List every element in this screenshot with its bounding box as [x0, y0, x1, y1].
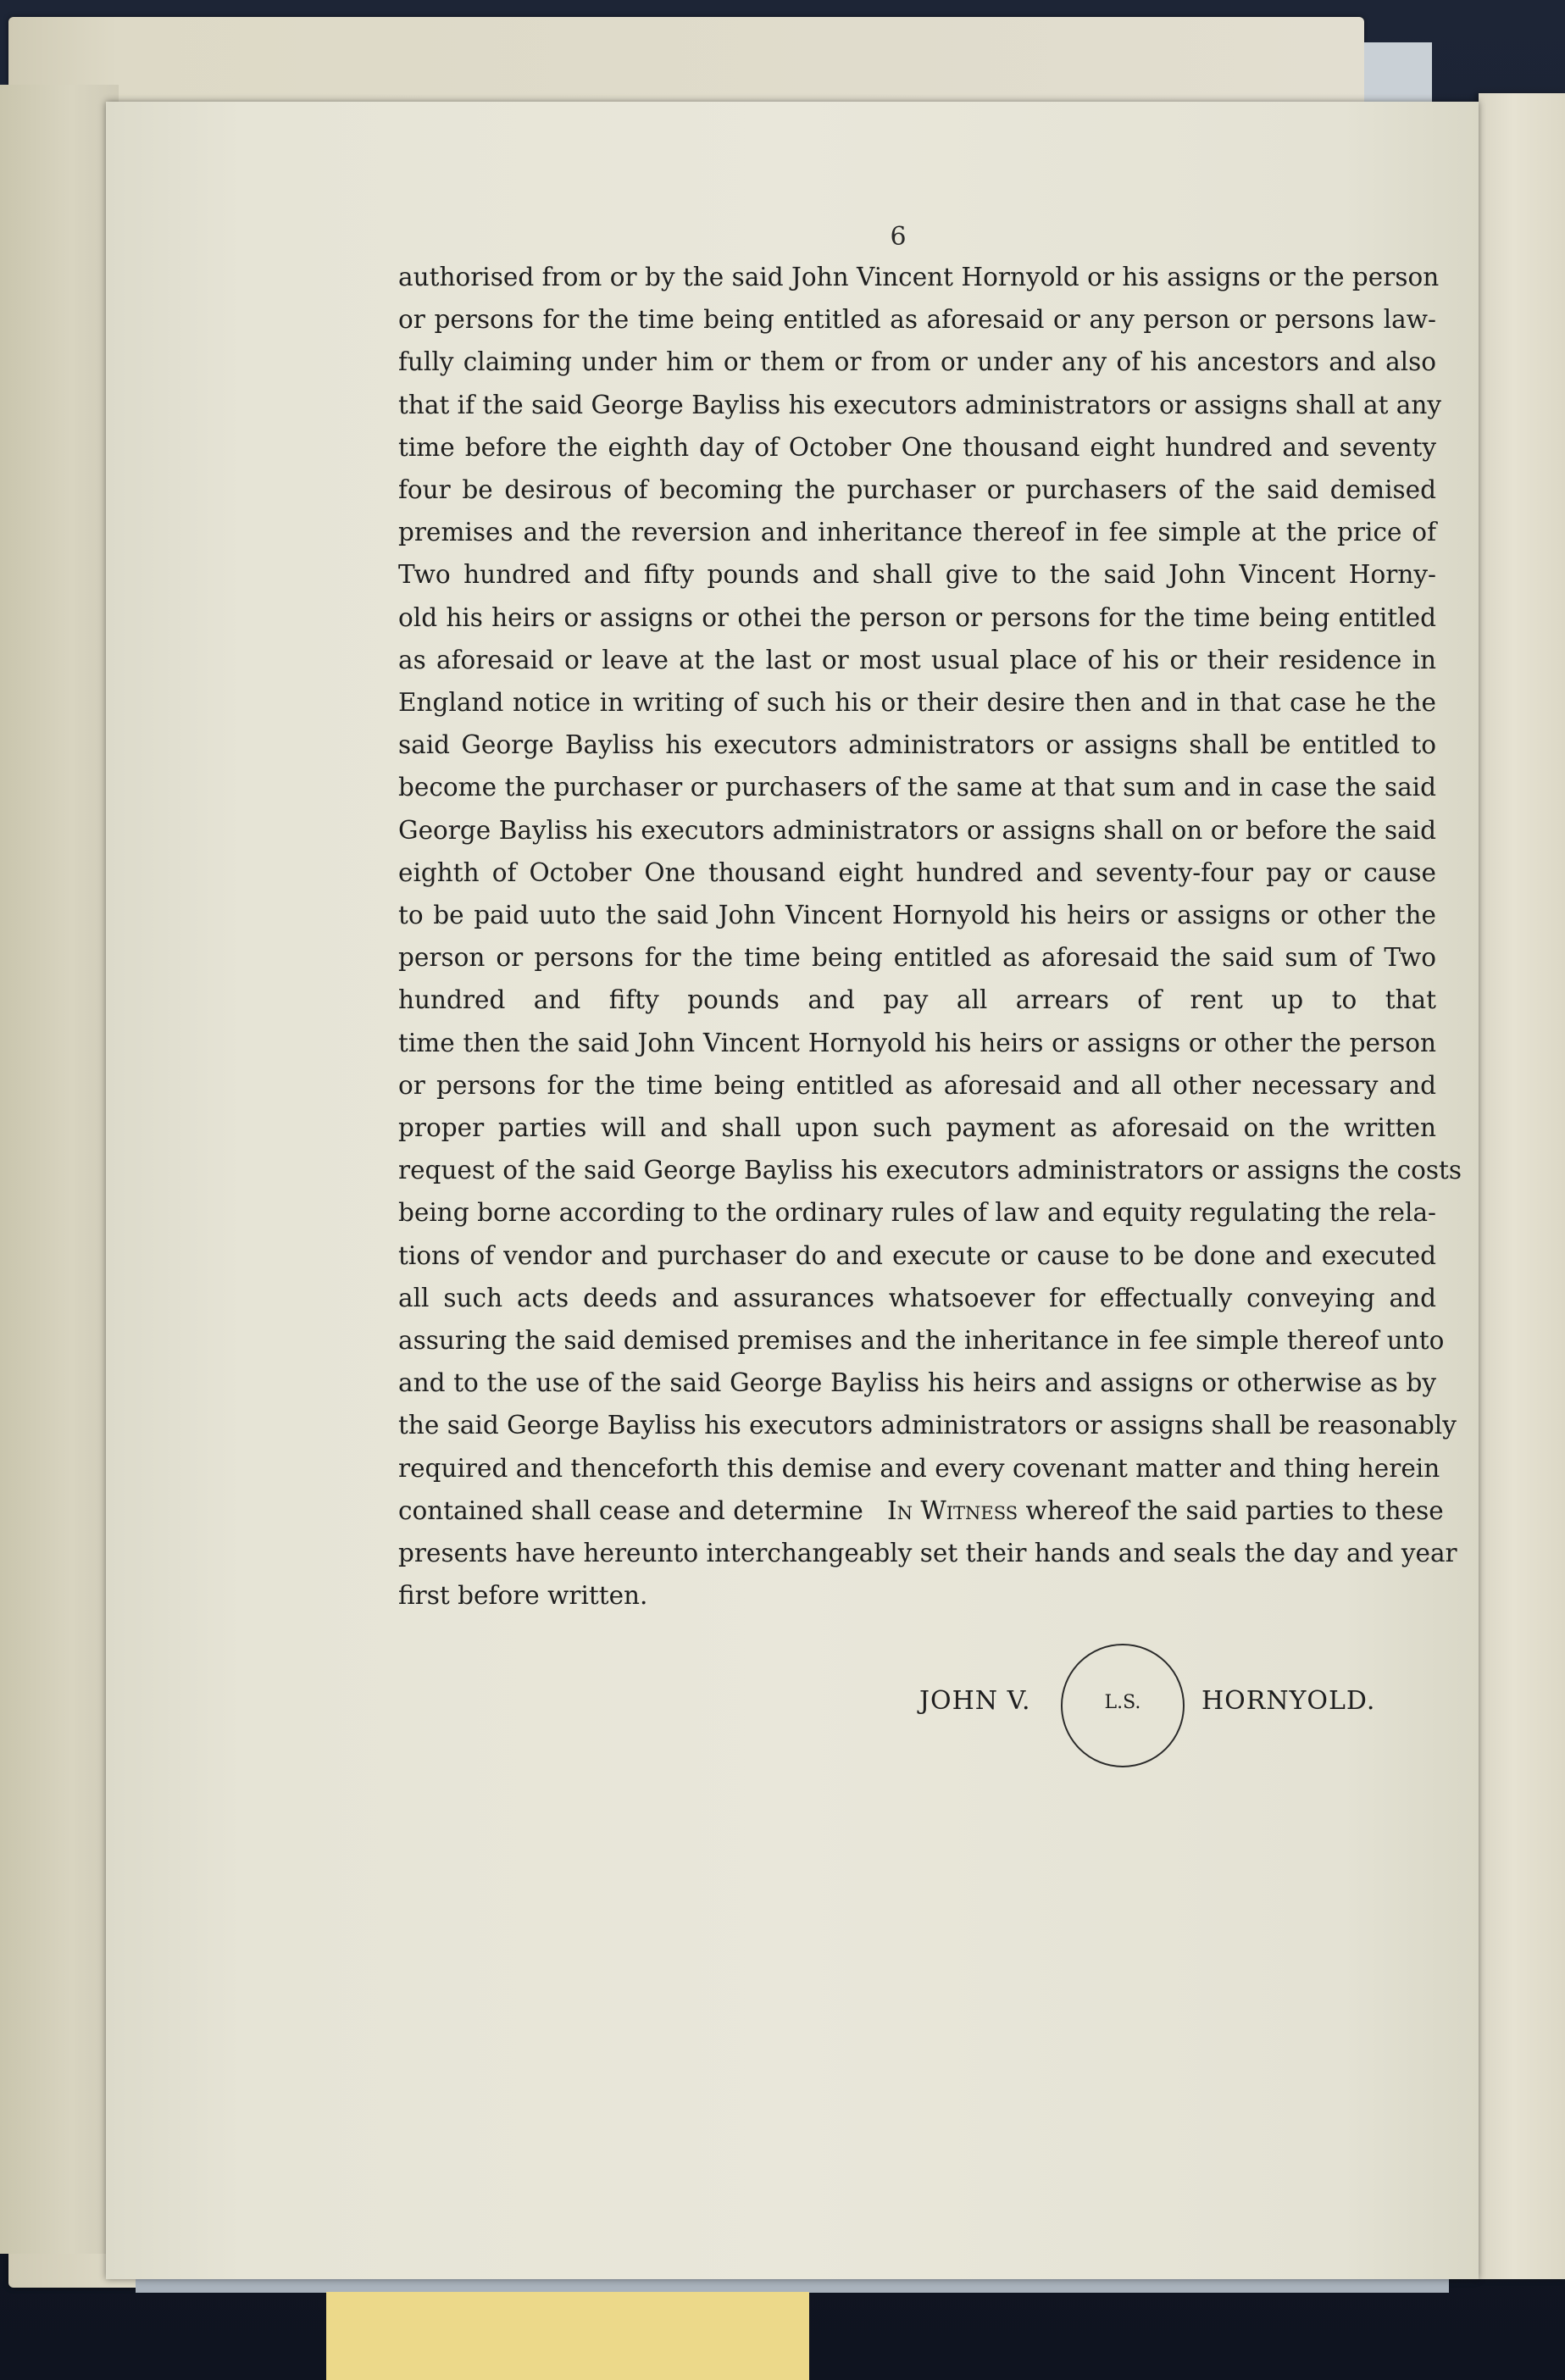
- page-number: 6: [890, 222, 907, 252]
- text-line: proper parties will and shall upon such payment as aforesaid on the written: [398, 1113, 1436, 1143]
- text-line: and to the use of the said George Bayliss his heirs and assigns or otherwise as by: [398, 1368, 1436, 1398]
- seal-circle-icon: [1061, 1644, 1185, 1767]
- seal-label: L.S.: [1104, 1692, 1141, 1713]
- witness-line: [398, 1490, 1444, 1532]
- text-line: all such acts deeds and assurances whatsoever for effectually conveying and: [398, 1283, 1436, 1312]
- signature-name-last: HORNYOLD.: [1201, 1686, 1376, 1716]
- text-line: hundred and fifty pounds and pay all arrears of rent up to that: [398, 985, 1436, 1015]
- text-line: said George Bayliss his executors administrators or assigns shall be entitled to: [398, 730, 1436, 760]
- page-bottom-edge: [136, 2277, 1449, 2293]
- text-line: the said George Bayliss his executors administrators or assigns shall be reasonably: [398, 1411, 1457, 1440]
- text-line: assuring the said demised premises and the inheritance in fee simple thereof unto: [398, 1326, 1445, 1356]
- underlying-page-edge: [0, 85, 119, 2254]
- text-line: presents have hereunto interchangeably set their hands and seals the day and year: [398, 1539, 1457, 1568]
- text-line: to be paid uuto the said John Vincent Hornyold his heirs or assigns or other the: [398, 901, 1436, 930]
- text-line: England notice in writing of such his or their desire then and in that case he the: [398, 688, 1436, 718]
- text-line: four be desirous of becoming the purchaser or purchasers of the said demised: [398, 475, 1436, 505]
- text-line: time then the said John Vincent Hornyold his heirs or assigns or other the person: [398, 1028, 1436, 1057]
- text-line: required and thenceforth this demise and every covenant matter and thing herein: [398, 1453, 1440, 1483]
- text-line: or persons for the time being entitled as aforesaid and all other necessary and: [398, 1070, 1436, 1100]
- text-line: or persons for the time being entitled as aforesaid or any person or persons law-: [398, 305, 1436, 335]
- witness-phrase: In Witness: [887, 1495, 1018, 1525]
- text-line: Two hundred and fifty pounds and shall give to the said John Vincent Horny-: [398, 560, 1436, 590]
- text-line: old his heirs or assigns or othei the person or persons for the time being entitled: [398, 602, 1436, 632]
- text-line: being borne according to the ordinary rules of law and equity regulating the rela-: [398, 1198, 1436, 1228]
- text-line: George Bayliss his executors administrators or assigns shall on or before the said: [398, 815, 1436, 845]
- text-line: tions of vendor and purchaser do and execute or cause to be done and executed: [398, 1240, 1436, 1270]
- deed-body-text: [398, 256, 1462, 1617]
- text-line: as aforesaid or leave at the last or most usual place of his or their residence in: [398, 645, 1436, 674]
- text-line: first before written.: [398, 1581, 648, 1611]
- line-segment: contained shall cease and determine: [398, 1495, 863, 1525]
- text-line: fully claiming under him or them or from or under any of his ancestors and also: [398, 347, 1436, 377]
- text-line: request of the said George Bayliss his executors administrators or assigns the costs: [398, 1156, 1462, 1185]
- text-line: premises and the reversion and inheritance thereof in fee simple at the price of: [398, 518, 1436, 547]
- text-line: eighth of October One thousand eight hundred and seventy-four pay or cause: [398, 857, 1436, 887]
- text-line: that if the said George Bayliss his executors administrators or assigns shall at any: [398, 390, 1442, 419]
- line-segment: whereof the said parties to these: [1025, 1495, 1444, 1525]
- text-line: authorised from or by the said John Vincent Hornyold or his assigns or the person: [398, 263, 1440, 291]
- signature-block: [915, 1639, 1390, 1775]
- text-line: time before the eighth day of October One thousand eight hundred and seventy: [398, 432, 1436, 462]
- text-line: become the purchaser or purchasers of the same at that sum and in case the said: [398, 773, 1436, 802]
- yellow-tab: [326, 2292, 809, 2380]
- adjacent-page-edge: [1479, 93, 1565, 2279]
- text-line: person or persons for the time being entitled as aforesaid the said sum of Two: [398, 943, 1436, 973]
- signature-name-first: JOHN V.: [919, 1686, 1031, 1716]
